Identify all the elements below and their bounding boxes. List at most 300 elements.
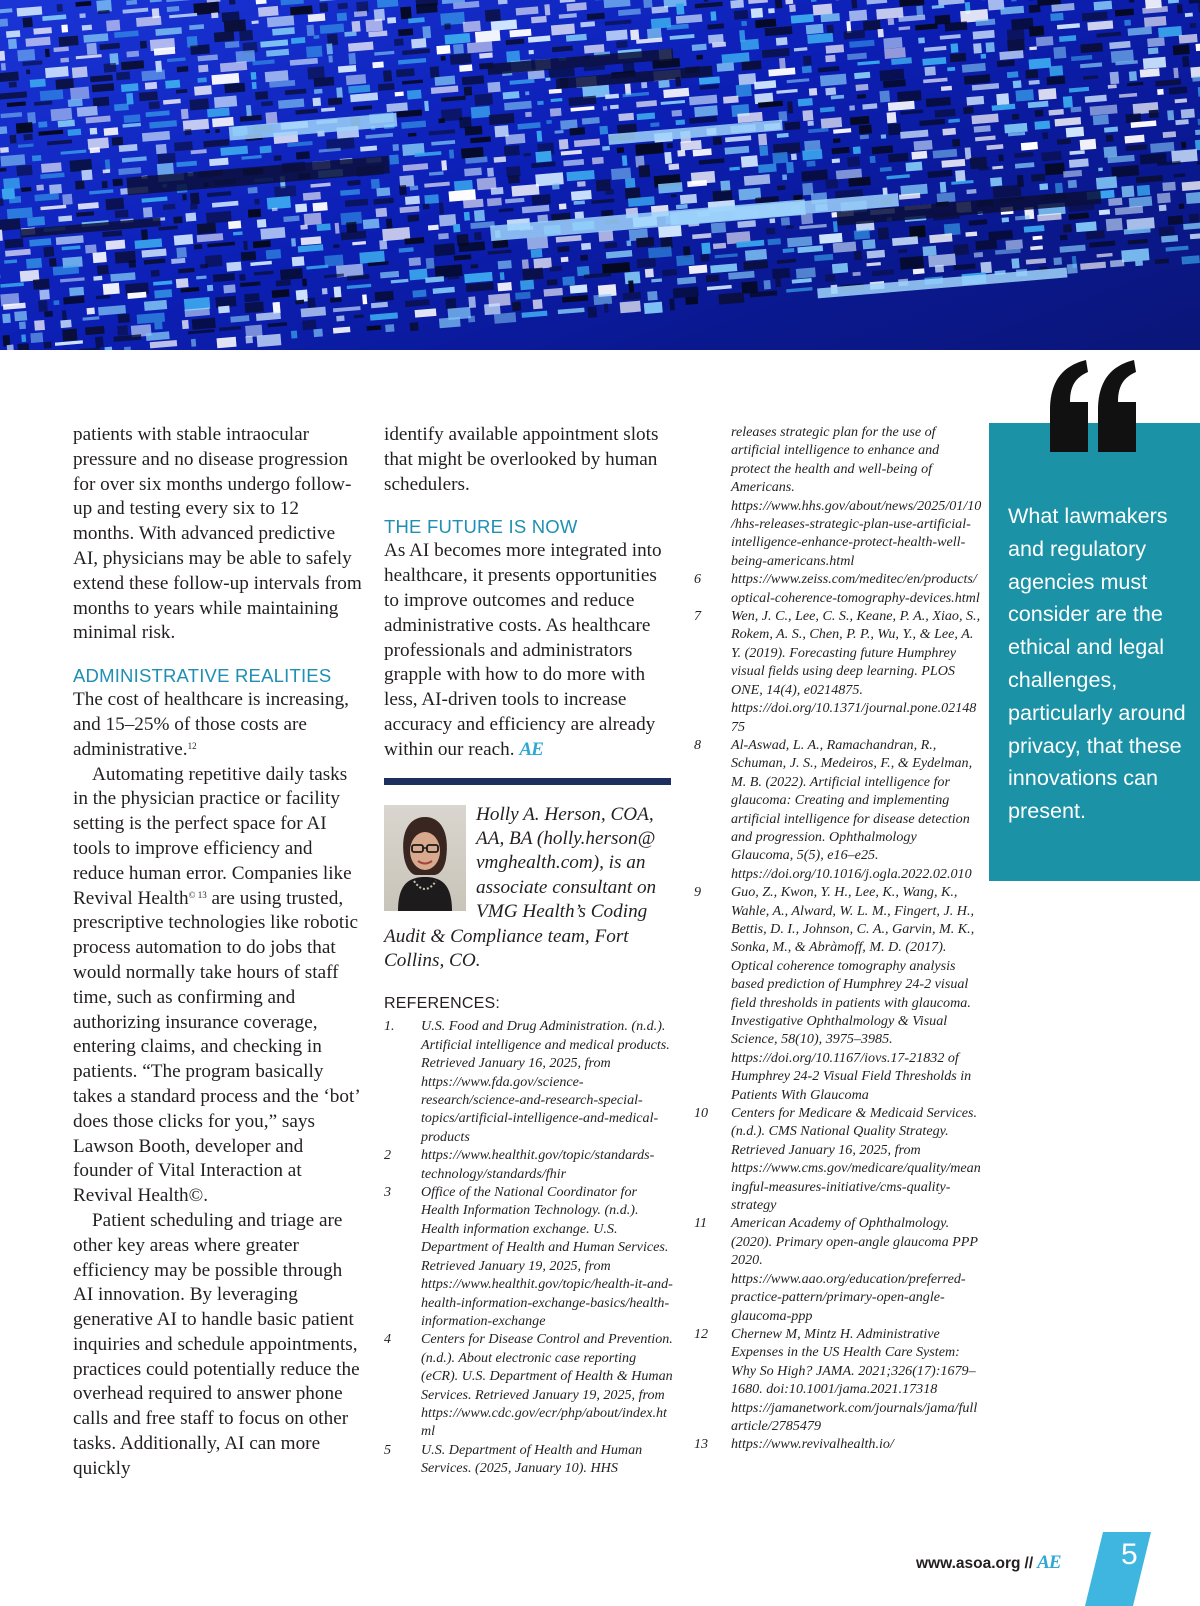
streak-segment bbox=[1143, 57, 1166, 69]
streak-segment bbox=[669, 299, 675, 311]
streak-segment bbox=[954, 263, 976, 270]
streak-segment bbox=[1071, 107, 1082, 113]
streak-segment bbox=[1024, 225, 1045, 233]
streak-segment bbox=[637, 112, 656, 120]
streak-segment bbox=[933, 149, 958, 159]
streak-segment bbox=[854, 229, 870, 239]
streak-segment bbox=[953, 244, 969, 256]
streak-segment bbox=[314, 35, 320, 39]
streak-segment bbox=[213, 273, 235, 282]
streak-segment bbox=[1110, 72, 1120, 85]
streak-segment bbox=[1053, 46, 1066, 58]
references-list bbox=[384, 1017, 674, 1477]
streak-segment bbox=[992, 166, 1003, 170]
streak-segment bbox=[571, 190, 592, 201]
streak-segment bbox=[700, 84, 719, 90]
streak-segment bbox=[487, 168, 494, 177]
streak-segment bbox=[62, 310, 67, 320]
streak-segment bbox=[648, 246, 672, 258]
streak-segment bbox=[520, 280, 534, 291]
streak-segment bbox=[872, 269, 894, 276]
streak-segment bbox=[163, 204, 176, 210]
streak-segment bbox=[866, 262, 881, 266]
streak-segment bbox=[891, 57, 912, 65]
streak-segment bbox=[344, 31, 356, 37]
streak-segment bbox=[1060, 245, 1086, 253]
streak-segment bbox=[715, 253, 738, 258]
streak-segment bbox=[508, 175, 520, 184]
paragraph-text: As AI becomes more integrated into healthcare, it presents opportunities to improve outcomes and reduce administrative costs. As healthcare professionals and administrators grapple with how to do more with less, AI-driven tools to increase accuracy and efficiency are already within our reach. bbox=[384, 540, 662, 760]
streak-segment bbox=[9, 82, 17, 88]
streak-segment bbox=[463, 199, 484, 209]
streak-segment bbox=[827, 25, 834, 35]
streak-segment bbox=[820, 74, 847, 87]
streak-segment bbox=[192, 317, 216, 329]
streak-segment bbox=[39, 289, 50, 299]
streak-segment bbox=[664, 152, 672, 164]
streak-segment bbox=[119, 144, 138, 152]
streak-segment bbox=[693, 148, 712, 156]
streak-segment bbox=[511, 184, 539, 197]
streak-segment bbox=[365, 19, 383, 32]
streak-segment bbox=[689, 265, 708, 274]
streak-segment bbox=[352, 241, 366, 245]
streak-segment bbox=[4, 259, 17, 263]
streak-segment bbox=[347, 284, 372, 289]
streak-segment bbox=[574, 200, 585, 205]
streak-segment bbox=[441, 160, 447, 170]
streak-segment bbox=[689, 116, 717, 124]
streak-segment bbox=[60, 320, 71, 328]
streak-segment bbox=[82, 25, 92, 31]
streak-segment bbox=[2, 313, 11, 323]
streak-segment bbox=[566, 170, 594, 181]
streak-segment bbox=[474, 232, 482, 241]
streak-segment bbox=[593, 294, 612, 305]
streak-segment bbox=[489, 113, 515, 125]
streak-segment bbox=[103, 169, 111, 173]
streak-segment bbox=[129, 260, 137, 267]
streak-segment bbox=[677, 150, 685, 157]
streak-segment bbox=[53, 300, 59, 305]
streak-segment bbox=[1068, 213, 1089, 220]
streak-segment bbox=[292, 256, 305, 266]
streak-segment bbox=[559, 203, 567, 209]
streak-segment bbox=[114, 103, 129, 111]
streak-segment bbox=[230, 315, 249, 322]
streak-segment bbox=[952, 139, 960, 147]
reference-text: Al-Aswad, L. A., Ramachandran, R., Schuman, J. S., Medeiros, F., & Eydelman, M. B. (2022). Artificial intelligence for glaucoma: Creating and implementing artificial intelligence for disease detection and progression. Ophthalmology Glaucoma, 5(5), e16–e25. https://doi.org/10.1016/j.ogla.2022.02.010 bbox=[731, 736, 973, 882]
streak-segment bbox=[90, 147, 101, 153]
streak-segment bbox=[1057, 23, 1080, 29]
streak-segment bbox=[233, 231, 243, 235]
streak-segment bbox=[313, 202, 328, 211]
streak-segment bbox=[980, 262, 992, 274]
streak-segment bbox=[474, 93, 493, 105]
streak-segment bbox=[22, 60, 42, 66]
streak-segment bbox=[651, 6, 668, 14]
streak-segment bbox=[285, 89, 307, 95]
streak-segment bbox=[226, 262, 241, 272]
streak-segment bbox=[185, 213, 196, 222]
streak-segment bbox=[528, 35, 551, 42]
streak-segment bbox=[92, 83, 114, 92]
streak-segment bbox=[102, 181, 108, 188]
reference-item bbox=[694, 607, 982, 736]
streak-segment bbox=[398, 28, 413, 36]
streak-segment bbox=[464, 272, 493, 283]
streak-segment bbox=[484, 303, 501, 315]
streak-segment bbox=[803, 56, 812, 66]
streak-segment bbox=[718, 292, 744, 304]
streak-segment bbox=[913, 268, 925, 274]
streak-segment bbox=[206, 211, 232, 224]
streak-segment bbox=[973, 30, 995, 40]
streak-segment bbox=[676, 204, 688, 209]
streak-segment bbox=[644, 302, 663, 314]
streak-segment bbox=[401, 120, 426, 128]
streak-segment bbox=[881, 134, 887, 139]
streak-segment bbox=[126, 51, 139, 58]
streak-segment bbox=[854, 72, 870, 79]
streak-segment bbox=[118, 167, 141, 175]
streak-segment bbox=[464, 87, 473, 96]
streak-segment bbox=[879, 90, 890, 102]
streak-segment bbox=[658, 182, 683, 194]
streak-segment bbox=[853, 146, 861, 154]
streak-segment bbox=[832, 147, 850, 154]
reference-number: 7 bbox=[694, 608, 702, 625]
streak-segment bbox=[1057, 138, 1071, 144]
streak-segment bbox=[78, 202, 99, 210]
streak-segment bbox=[422, 26, 431, 39]
streak-segment bbox=[123, 8, 149, 14]
section-heading-administrative-realities: ADMINISTRATIVE REALITIES bbox=[73, 665, 332, 687]
streak-segment bbox=[1179, 204, 1185, 210]
streak-segment bbox=[1039, 183, 1048, 190]
streak-segment bbox=[574, 138, 600, 147]
streak-segment bbox=[4, 238, 23, 248]
streak-segment bbox=[1029, 80, 1040, 85]
streak-segment bbox=[544, 288, 563, 297]
streak-segment bbox=[214, 96, 237, 109]
streak-segment bbox=[695, 2, 723, 9]
streak-segment bbox=[62, 194, 72, 205]
streak-segment bbox=[849, 105, 855, 110]
streak-segment bbox=[36, 184, 44, 190]
streak-segment bbox=[57, 4, 63, 12]
streak-segment bbox=[1, 63, 6, 71]
streak-segment bbox=[1083, 75, 1098, 80]
reference-item bbox=[694, 570, 982, 607]
streak-segment bbox=[157, 163, 174, 176]
reference-number: 11 bbox=[694, 1215, 708, 1232]
streak-segment bbox=[783, 248, 795, 253]
streak-segment bbox=[7, 207, 33, 219]
streak-segment bbox=[694, 105, 718, 117]
streak-segment bbox=[1190, 66, 1200, 78]
streak-segment bbox=[935, 109, 956, 118]
streak-segment bbox=[55, 340, 83, 346]
streak-segment bbox=[471, 264, 479, 268]
streak-segment bbox=[34, 193, 59, 202]
website-link[interactable]: www.asoa.org bbox=[916, 1555, 1021, 1572]
streak-segment bbox=[699, 158, 725, 165]
paragraph-text: are using trusted, prescriptive technologies like robotic process automation to do jobs that would normally take hours of staff time, such as confirming and authorizing insurance coverage, entering claims, and checking in patients. “The program basically takes a standard process and the ‘bot’ does those clicks for you,” says Lawson Booth, developer and founder of Vital Interaction at Revival Health©. bbox=[73, 887, 360, 1207]
streak-segment bbox=[197, 77, 206, 82]
streak-segment bbox=[786, 225, 794, 229]
streak-segment bbox=[850, 116, 870, 125]
page-number-tab bbox=[1085, 1532, 1185, 1606]
streak-segment bbox=[856, 84, 869, 91]
streak-segment bbox=[537, 101, 544, 105]
streak-segment bbox=[300, 224, 308, 229]
streak-segment bbox=[173, 216, 182, 223]
streak-segment bbox=[18, 144, 34, 148]
streak-segment bbox=[775, 0, 783, 9]
streak-segment bbox=[558, 308, 585, 315]
streak-segment bbox=[266, 49, 289, 57]
streak-segment bbox=[326, 43, 333, 54]
article-column-1 bbox=[73, 423, 363, 1482]
streak-segment bbox=[336, 87, 343, 98]
streak-segment bbox=[1128, 27, 1153, 36]
streak-segment bbox=[658, 225, 682, 238]
streak-segment bbox=[61, 24, 68, 32]
streak-segment bbox=[1157, 89, 1164, 95]
streak-segment bbox=[348, 53, 356, 65]
streak-segment bbox=[410, 322, 419, 331]
streak-segment bbox=[0, 19, 8, 29]
streak-segment bbox=[196, 275, 207, 279]
streak-segment bbox=[68, 129, 82, 136]
reference-item bbox=[694, 736, 982, 883]
streak-segment bbox=[899, 0, 925, 7]
streak-segment bbox=[261, 101, 273, 106]
streak-segment bbox=[42, 14, 66, 21]
streak-segment bbox=[799, 224, 826, 230]
streak-segment bbox=[336, 315, 344, 321]
streak-segment bbox=[556, 235, 582, 243]
streak-segment bbox=[450, 53, 472, 65]
reference-item bbox=[384, 1146, 674, 1183]
streak-segment bbox=[1189, 214, 1199, 223]
streak-segment bbox=[142, 131, 170, 142]
streak-segment bbox=[580, 255, 588, 261]
streak-segment bbox=[1011, 0, 1017, 2]
streak-segment bbox=[0, 51, 5, 62]
streak-segment bbox=[365, 133, 393, 139]
streak-segment bbox=[260, 227, 285, 240]
streak-segment bbox=[14, 311, 27, 321]
streak-segment bbox=[1168, 0, 1179, 4]
streak-segment bbox=[1049, 65, 1063, 76]
streak-segment bbox=[847, 53, 867, 61]
streak-segment bbox=[940, 34, 961, 40]
streak-segment bbox=[239, 274, 246, 281]
streak-segment bbox=[975, 135, 996, 141]
streak-segment bbox=[680, 140, 701, 151]
streak-segment bbox=[1094, 1, 1113, 11]
reference-item bbox=[694, 1104, 982, 1214]
streak-segment bbox=[711, 222, 726, 233]
streak-segment bbox=[27, 112, 36, 124]
streak-segment bbox=[1136, 175, 1163, 183]
streak-segment bbox=[85, 326, 105, 335]
streak-segment bbox=[150, 340, 178, 348]
streak-segment bbox=[713, 243, 726, 249]
streak-segment bbox=[163, 99, 181, 105]
streak-segment bbox=[768, 67, 795, 76]
streak-segment bbox=[464, 212, 470, 221]
streak-segment bbox=[566, 2, 586, 11]
streak-segment bbox=[806, 24, 824, 35]
references-heading: REFERENCES: bbox=[384, 995, 500, 1013]
streak-segment bbox=[575, 211, 584, 219]
streak-segment bbox=[964, 74, 991, 84]
streak-segment bbox=[181, 287, 200, 293]
streak-segment bbox=[194, 244, 202, 249]
streak-segment bbox=[215, 129, 220, 133]
streak-segment bbox=[30, 79, 46, 88]
streak-segment bbox=[380, 271, 399, 279]
streak-segment bbox=[90, 128, 98, 135]
streak-segment bbox=[439, 202, 444, 214]
streak-segment bbox=[1110, 260, 1125, 268]
streak-segment bbox=[1148, 47, 1159, 54]
streak-segment bbox=[1063, 224, 1072, 233]
streak-segment bbox=[7, 345, 14, 350]
streak-segment bbox=[301, 307, 326, 318]
reference-text: Chernew M, Mintz H. Administrative Expenses in the US Health Care System: Why So High? JAMA. 2021;326(17):1679–1680. doi:10.1001/jama.2021.17318 https://jamanetwork.com/journals/jama/fullarticle/2785479 bbox=[731, 1325, 978, 1434]
streak-segment bbox=[1029, 4, 1041, 13]
streak-segment bbox=[176, 278, 189, 288]
streak-segment bbox=[1025, 69, 1038, 78]
streak-segment bbox=[592, 157, 604, 165]
streak-segment bbox=[1155, 79, 1181, 87]
streak-segment bbox=[765, 26, 793, 36]
streak-segment bbox=[190, 44, 210, 55]
streak-segment bbox=[1167, 110, 1174, 120]
streak-segment bbox=[223, 284, 235, 293]
streak-segment bbox=[6, 30, 20, 38]
streak-segment bbox=[63, 296, 84, 305]
streak-segment bbox=[569, 127, 585, 135]
streak-segment bbox=[776, 37, 788, 46]
streak-segment bbox=[218, 306, 230, 314]
streak-segment bbox=[431, 140, 455, 146]
streak-segment bbox=[272, 289, 290, 298]
streak-segment bbox=[1185, 13, 1193, 17]
streak-segment bbox=[1021, 142, 1038, 151]
streak-segment bbox=[38, 300, 48, 312]
streak-segment bbox=[217, 337, 237, 348]
streak-segment bbox=[1012, 114, 1019, 120]
streak-segment bbox=[500, 272, 505, 280]
streak-segment bbox=[363, 219, 380, 230]
streak-segment bbox=[402, 80, 423, 85]
streak-segment bbox=[167, 6, 180, 12]
streak-segment bbox=[1129, 71, 1137, 81]
streak-segment bbox=[307, 297, 315, 308]
streak-segment bbox=[821, 117, 842, 128]
streak-segment bbox=[207, 191, 231, 197]
paragraph bbox=[73, 688, 363, 762]
streak-segment bbox=[1031, 174, 1045, 182]
streak-segment bbox=[791, 14, 814, 24]
streak-segment bbox=[95, 336, 104, 347]
streak-segment bbox=[38, 121, 47, 128]
streak-segment bbox=[734, 10, 749, 20]
streak-segment bbox=[973, 43, 982, 54]
streak-segment bbox=[400, 206, 420, 213]
streak-segment bbox=[1099, 209, 1110, 215]
streak-segment bbox=[1042, 132, 1048, 139]
streak-segment bbox=[1033, 236, 1043, 240]
streak-segment bbox=[0, 218, 21, 231]
streak-segment bbox=[252, 82, 257, 89]
streak-segment bbox=[900, 256, 924, 270]
streak-segment bbox=[676, 255, 694, 267]
streak-segment bbox=[562, 276, 575, 286]
reference-number: 6 bbox=[694, 571, 702, 588]
streak-segment bbox=[265, 70, 289, 82]
streak-segment bbox=[90, 75, 113, 83]
streak-segment bbox=[274, 185, 296, 198]
streak-segment bbox=[809, 88, 817, 96]
streak-segment bbox=[373, 198, 393, 205]
reference-text: American Academy of Ophthalmology. (2020). Primary open-angle glaucoma PPP 2020. https://www.aao.org/education/preferred-practice-pattern/primary-open-angle-glaucoma-ppp bbox=[731, 1215, 978, 1324]
streak-segment bbox=[929, 233, 952, 243]
streak-segment bbox=[833, 221, 838, 232]
reference-item bbox=[694, 423, 982, 570]
streak-segment bbox=[888, 153, 909, 163]
streak-segment bbox=[1007, 39, 1025, 52]
streak-segment bbox=[826, 44, 845, 53]
streak-segment bbox=[825, 274, 836, 282]
streak-segment bbox=[1159, 205, 1167, 212]
streak-segment bbox=[439, 317, 461, 328]
streak-segment bbox=[0, 91, 27, 99]
streak-segment bbox=[703, 0, 708, 2]
streak-segment bbox=[647, 291, 658, 301]
streak-segment bbox=[245, 336, 253, 344]
streak-segment bbox=[183, 119, 209, 131]
streak-segment bbox=[424, 101, 429, 111]
streak-segment bbox=[308, 13, 326, 22]
streak-segment bbox=[599, 126, 608, 135]
streak-segment bbox=[371, 302, 388, 308]
streak-segment bbox=[181, 109, 189, 120]
digital-streaks-graphic bbox=[0, 0, 1200, 350]
streak-segment bbox=[1068, 180, 1077, 189]
streak-segment bbox=[198, 65, 208, 73]
streak-segment bbox=[236, 50, 256, 63]
streak-segment bbox=[651, 278, 662, 282]
streak-segment bbox=[951, 43, 959, 53]
streak-segment bbox=[154, 322, 162, 330]
streak-segment bbox=[740, 39, 759, 51]
streak-segment bbox=[1004, 123, 1027, 133]
streak-segment bbox=[410, 186, 419, 191]
streak-segment bbox=[362, 294, 367, 304]
streak-segment bbox=[577, 181, 586, 187]
streak-segment bbox=[211, 73, 239, 85]
streak-segment bbox=[29, 238, 51, 246]
streak-segment bbox=[533, 258, 551, 269]
streak-segment bbox=[0, 230, 3, 243]
streak-segment bbox=[965, 231, 977, 236]
